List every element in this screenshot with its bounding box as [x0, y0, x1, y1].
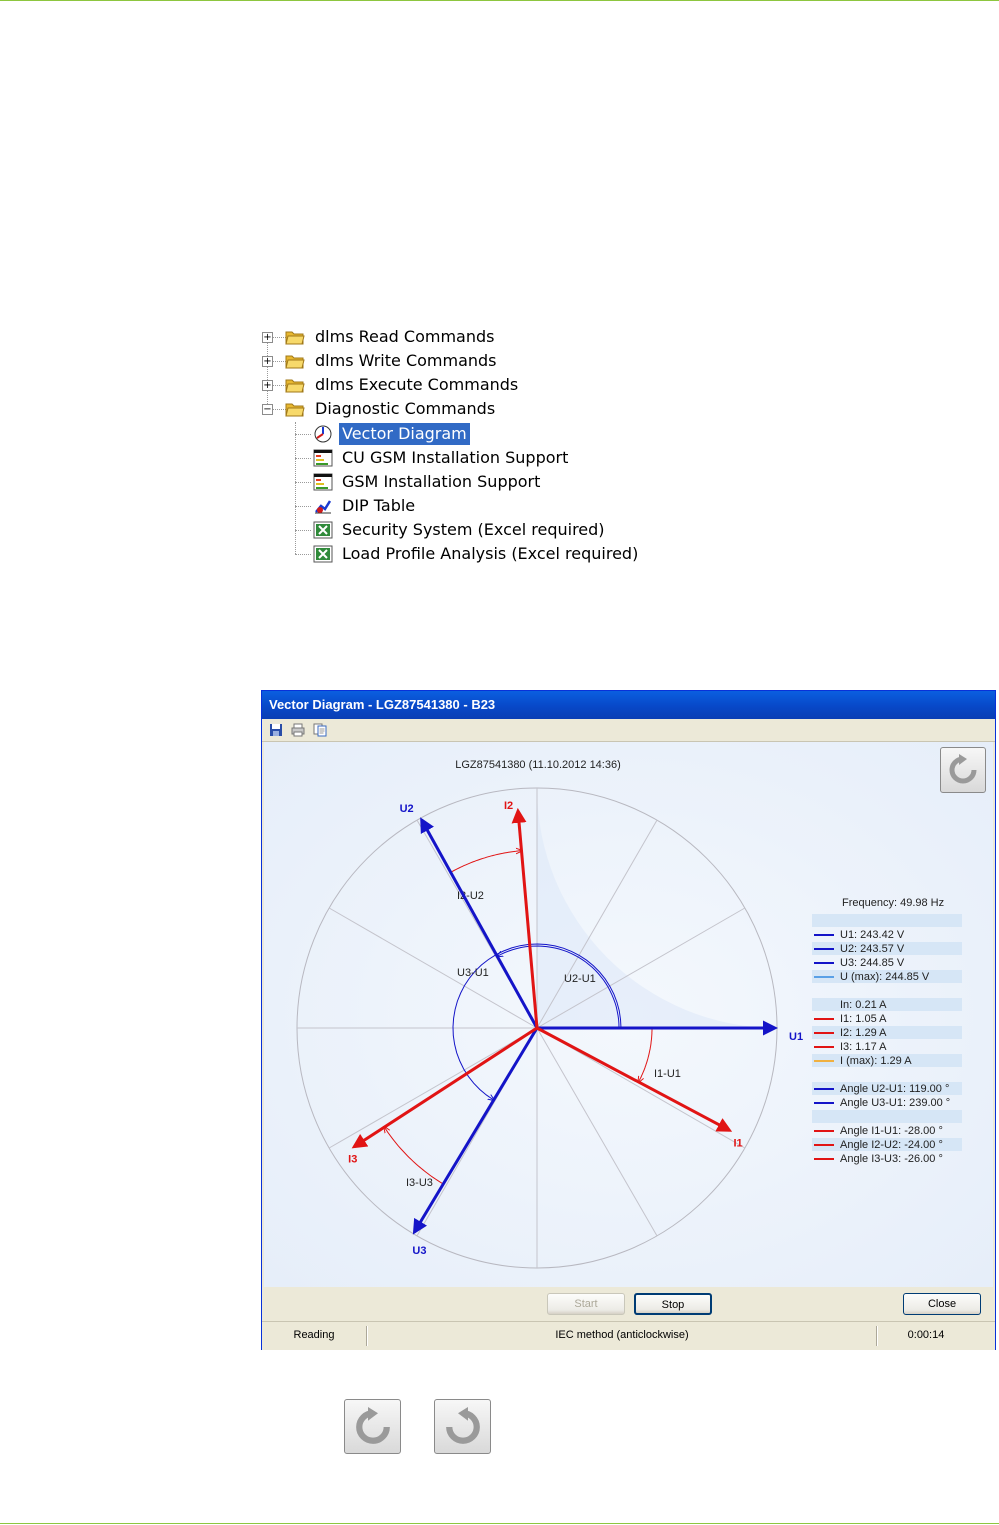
command-tree — [258, 325, 658, 570]
tree-item-dlms-read[interactable] — [258, 326, 498, 348]
tree-item-security-system[interactable] — [258, 519, 605, 541]
folder-icon — [285, 377, 305, 393]
phasor-label: I1 — [733, 1137, 743, 1150]
rotate-anticlockwise-button[interactable] — [434, 1399, 491, 1454]
legend-entry: U (max): 244.85 V — [840, 971, 930, 983]
tree-item-label: dlms Execute Commands — [315, 375, 519, 394]
toolbar — [262, 719, 995, 742]
folder-icon — [285, 329, 305, 345]
button-bar — [262, 1287, 995, 1319]
tree-item-load-profile[interactable] — [258, 543, 639, 565]
phasor-label: U3 — [412, 1245, 427, 1258]
gsm-report-icon — [313, 449, 333, 467]
arc-label: I1-U1 — [654, 1068, 681, 1080]
expand-icon[interactable]: + — [263, 332, 272, 343]
stop-button[interactable]: Stop — [634, 1293, 712, 1315]
legend-entry: I (max): 1.29 A — [840, 1055, 912, 1067]
tree-item-label: DIP Table — [342, 496, 416, 515]
tree-item-cu-gsm[interactable] — [258, 447, 569, 469]
tree-item-label: GSM Installation Support — [342, 472, 541, 491]
top-rule — [0, 0, 999, 1]
dip-table-icon — [313, 497, 333, 515]
legend-band — [812, 914, 962, 927]
legend-frequency: Frequency: 49.98 Hz — [842, 897, 945, 909]
vector-diagram — [264, 742, 993, 1287]
phasor-label: U1 — [789, 1031, 804, 1043]
legend-band — [812, 1110, 962, 1123]
tree-item-label: dlms Read Commands — [315, 327, 495, 346]
phasor-label: I2 — [504, 799, 514, 812]
gsm-report-icon — [313, 473, 333, 491]
tree-item-label: Vector Diagram — [339, 423, 470, 445]
tree-item-gsm[interactable] — [258, 471, 541, 493]
tree-item-dip-table[interactable] — [258, 495, 438, 517]
start-button[interactable]: Start — [547, 1293, 625, 1315]
folder-icon — [285, 353, 305, 369]
bottom-rule — [0, 1523, 999, 1524]
status-elapsed: 0:00:14 — [907, 1329, 945, 1341]
legend-band — [812, 1026, 962, 1039]
rotate-clockwise-button[interactable] — [344, 1399, 401, 1454]
phasor-label: U2 — [399, 802, 414, 815]
legend-entry: U2: 243.57 V — [840, 943, 905, 955]
legend-band — [812, 998, 962, 1011]
expand-icon[interactable]: + — [263, 380, 272, 391]
window-title[interactable]: Vector Diagram - LGZ87541380 - B23 — [262, 691, 995, 719]
status-bar — [262, 1321, 995, 1350]
status-state: Reading — [293, 1329, 335, 1341]
collapse-icon[interactable]: − — [263, 404, 272, 415]
excel-icon — [313, 545, 333, 563]
diagram-header: LGZ87541380 (11.10.2012 14:36) — [455, 759, 621, 771]
save-icon[interactable] — [269, 723, 283, 737]
rotate-anticlockwise-icon — [442, 1407, 484, 1447]
legend-entry: In: 0.21 A — [840, 999, 887, 1011]
vector-diagram-icon — [313, 425, 333, 443]
legend-entry: Angle U3-U1: 239.00 ° — [840, 1097, 951, 1109]
status-method: IEC method (anticlockwise) — [555, 1329, 689, 1341]
folder-open-icon — [285, 401, 305, 417]
close-button[interactable]: Close — [903, 1293, 981, 1315]
tree-item-dlms-write[interactable] — [258, 350, 498, 372]
legend-entry: U3: 244.85 V — [840, 957, 905, 969]
rotate-clockwise-icon — [947, 754, 979, 786]
rotate-direction-button[interactable] — [940, 747, 986, 793]
print-icon[interactable] — [291, 723, 305, 737]
tree-item-dlms-execute[interactable] — [258, 374, 518, 396]
copy-icon[interactable] — [313, 723, 327, 737]
arc-label: U3-U1 — [457, 967, 489, 979]
legend-entry: Angle I3-U3: -26.00 ° — [840, 1153, 943, 1165]
legend-entry: I3: 1.17 A — [840, 1041, 887, 1053]
legend-entry: I1: 1.05 A — [840, 1013, 887, 1025]
tree-item-label: Diagnostic Commands — [315, 399, 496, 418]
vector-diagram-window — [261, 690, 996, 1350]
legend-entry: Angle U2-U1: 119.00 ° — [840, 1083, 950, 1095]
tree-item-label: dlms Write Commands — [315, 351, 497, 370]
legend-entry: Angle I2-U2: -24.00 ° — [840, 1139, 943, 1151]
excel-icon — [313, 521, 333, 539]
diagram-canvas — [264, 742, 993, 1287]
expand-icon[interactable]: + — [263, 356, 272, 367]
arc-label: I3-U3 — [406, 1177, 433, 1189]
tree-item-vector-diagram[interactable] — [258, 423, 478, 445]
legend-entry: U1: 243.42 V — [840, 929, 905, 941]
tree-item-label: Load Profile Analysis (Excel required) — [342, 544, 639, 563]
phasor-label: I3 — [348, 1153, 358, 1166]
tree-item-label: CU GSM Installation Support — [342, 448, 569, 467]
legend-entry: Angle I1-U1: -28.00 ° — [840, 1125, 943, 1137]
tree-item-diagnostic[interactable] — [258, 398, 498, 420]
rotate-clockwise-icon — [352, 1407, 394, 1447]
arc-label: U2-U1 — [564, 973, 596, 985]
tree-item-label: Security System (Excel required) — [342, 520, 605, 539]
arc-label: I2-U2 — [457, 890, 484, 902]
legend-entry: I2: 1.29 A — [840, 1027, 887, 1039]
